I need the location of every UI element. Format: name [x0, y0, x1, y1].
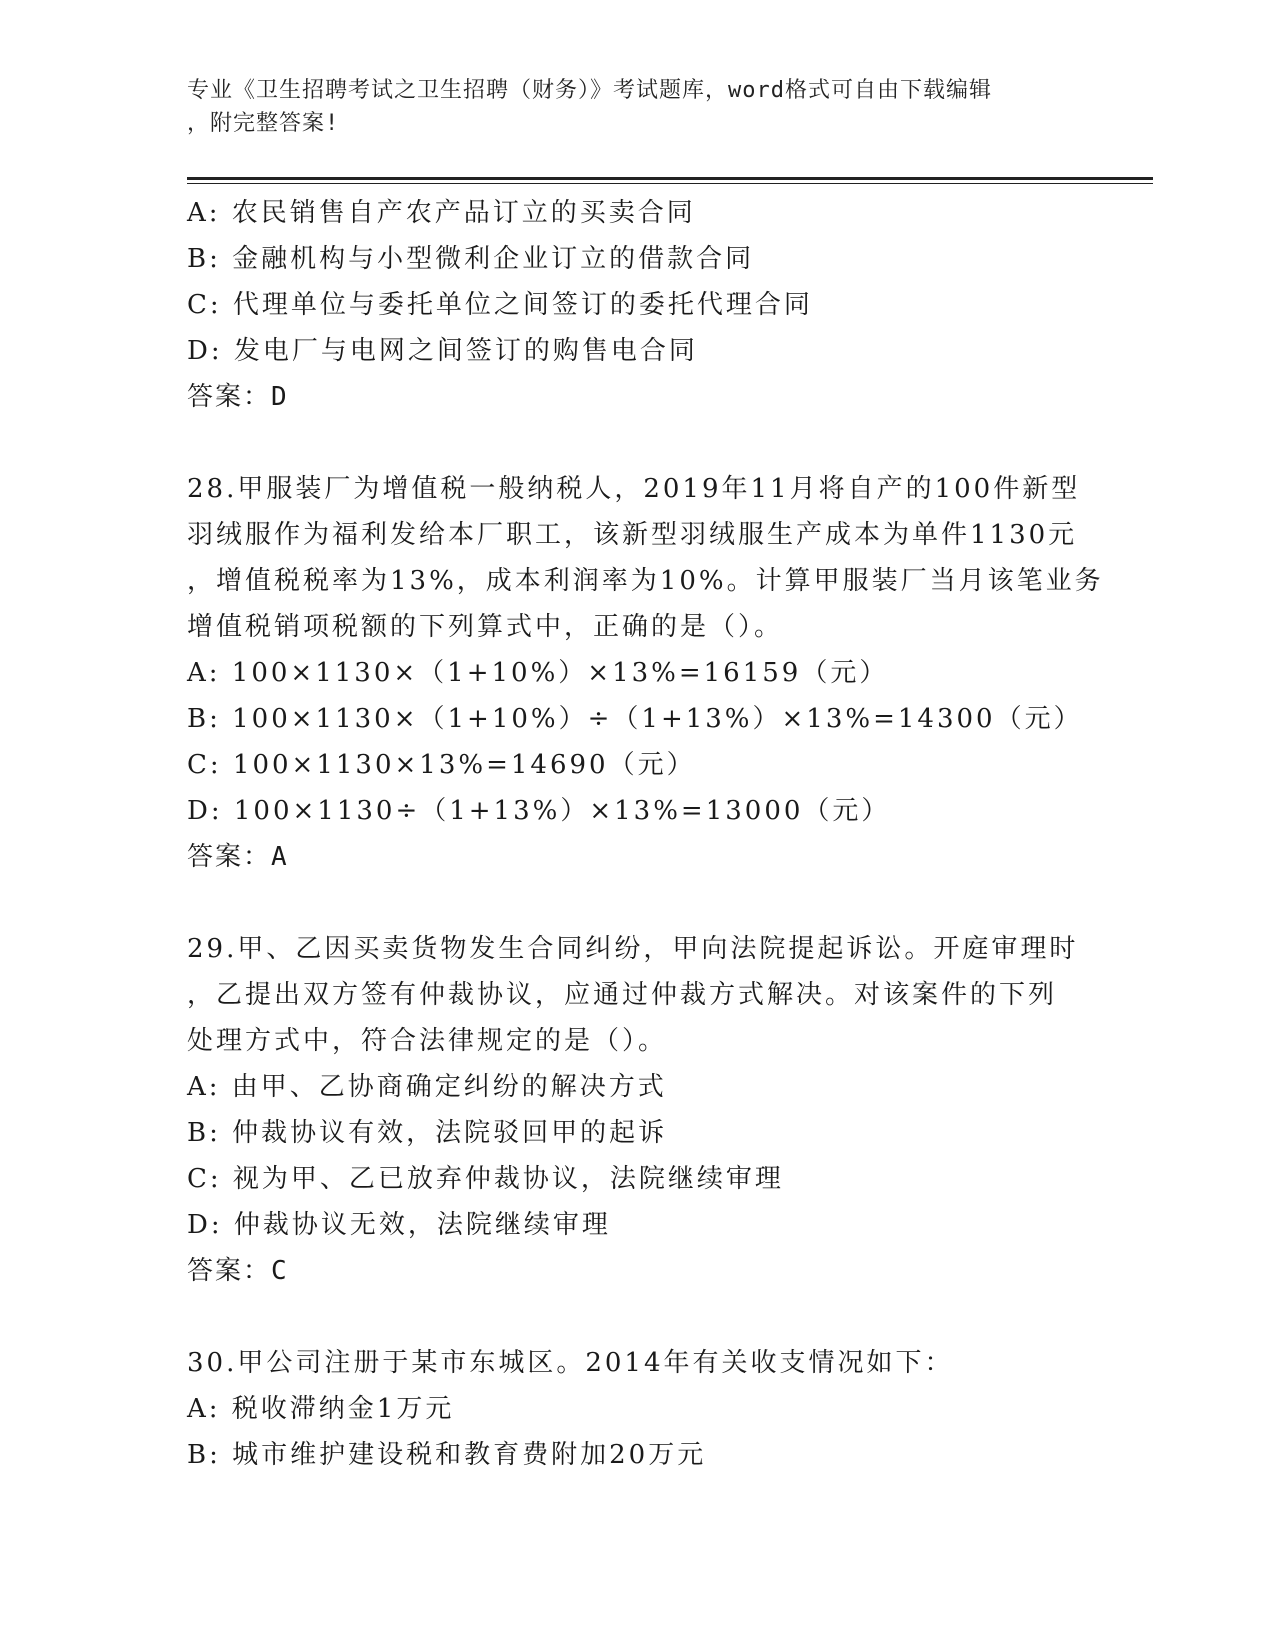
question-stem-line: 28.甲服装厂为增值税一般纳税人，2019年11月将自产的100件新型	[187, 474, 1081, 504]
option-a: A: 由甲、乙协商确定纠纷的解决方式	[187, 1072, 667, 1102]
option-b: B: 城市维护建设税和教育费附加20万元	[187, 1440, 707, 1470]
option-b: B: 仲裁协议有效，法院驳回甲的起诉	[187, 1118, 668, 1148]
question-stem-line: ，增值税税率为13%，成本利润率为10%。计算甲服装厂当月该笔业务	[187, 566, 1104, 596]
answer-label: 答案：	[187, 1256, 272, 1286]
option-d: D: 100×1130÷（1+13%）×13%=13000（元）	[187, 796, 891, 826]
option-b: B: 100×1130×（1+10%）÷（1+13%）×13%=14300（元）	[187, 704, 1083, 734]
option-d: D: 仲裁协议无效，法院继续审理	[187, 1210, 611, 1240]
answer-line	[187, 1248, 1087, 1294]
document-header	[187, 74, 1067, 140]
option-d: D: 发电厂与电网之间签订的购售电合同	[187, 336, 698, 366]
option-c: C: 100×1130×13%=14690（元）	[187, 750, 696, 780]
option-c: C: 代理单位与委托单位之间签订的委托代理合同	[187, 290, 813, 320]
option-c: C: 视为甲、乙已放弃仲裁协议，法院继续审理	[187, 1164, 784, 1194]
header-line-1: 专业《卫生招聘考试之卫生招聘（财务）》考试题库，word格式可自由下载编辑	[187, 78, 992, 103]
question-30	[187, 1340, 1087, 1478]
question-stem-line: ，乙提出双方签有仲裁协议，应通过仲裁方式解决。对该案件的下列	[187, 980, 1058, 1010]
question-27	[187, 190, 1087, 420]
option-b: B: 金融机构与小型微利企业订立的借款合同	[187, 244, 755, 274]
question-stem-line: 29.甲、乙因买卖货物发生合同纠纷，甲向法院提起诉讼。开庭审理时	[187, 934, 1079, 964]
header-line-2: ，附完整答案!	[187, 111, 340, 136]
answer-line	[187, 374, 1087, 420]
question-stem-line: 处理方式中，符合法律规定的是（）。	[187, 1026, 668, 1056]
header-rule-thick	[187, 177, 1153, 180]
question-28	[187, 466, 1104, 880]
question-stem-line: 30.甲公司注册于某市东城区。2014年有关收支情况如下：	[187, 1348, 954, 1378]
question-list	[187, 190, 1104, 1478]
option-a: A: 税收滞纳金1万元	[187, 1394, 455, 1424]
option-a: A: 100×1130×（1+10%）×13%=16159（元）	[187, 658, 889, 688]
option-a: A: 农民销售自产农产品订立的买卖合同	[187, 198, 696, 228]
question-stem-line: 羽绒服作为福利发给本厂职工，该新型羽绒服生产成本为单件1130元	[187, 520, 1078, 550]
answer-label: 答案：	[187, 842, 272, 872]
answer-value: D	[271, 382, 289, 412]
answer-value: A	[271, 842, 289, 872]
question-stem-line: 增值税销项税额的下列算式中，正确的是（）。	[187, 612, 784, 642]
question-29	[187, 926, 1087, 1294]
header-rule-thin	[187, 183, 1153, 184]
answer-label: 答案：	[187, 382, 272, 412]
answer-line	[187, 834, 1087, 880]
answer-value: C	[271, 1256, 289, 1286]
